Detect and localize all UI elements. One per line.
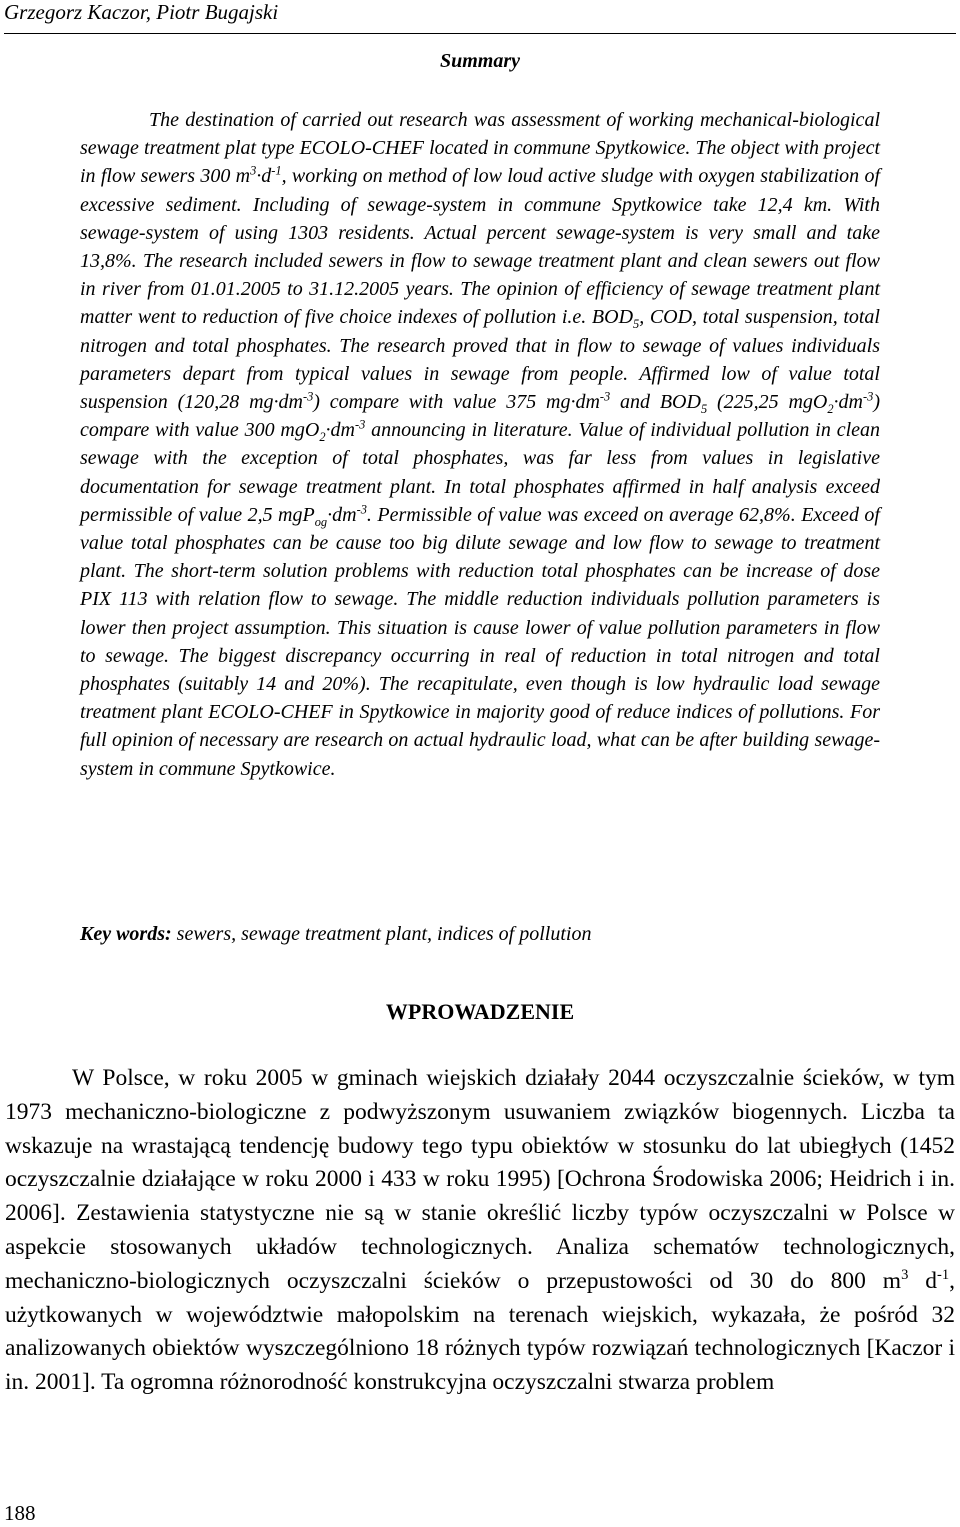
summary-text-9: ) compare with value 300 mgO <box>80 391 880 442</box>
summary-sub-4: 2 <box>319 430 326 445</box>
summary-sup-6: -3 <box>354 417 366 432</box>
summary-title: Summary <box>439 50 521 72</box>
summary-sup-7: -3 <box>356 502 367 517</box>
summary-text-2: ·d <box>256 165 272 188</box>
summary-sup-3: -3 <box>302 389 314 404</box>
header-authors: Grzegorz Kaczor, Piotr Bugajski <box>4 0 279 24</box>
intro-text-2: d <box>908 1267 937 1294</box>
summary-sup-2: -1 <box>271 163 282 178</box>
summary-sup-5: -3 <box>862 389 874 404</box>
summary-sub-3: 2 <box>827 402 834 417</box>
keywords-line <box>80 920 880 948</box>
summary-text-8: ·dm <box>833 391 863 414</box>
page-number: 188 <box>4 1501 36 1525</box>
summary-text-1: The destination of carried out research was assessment of working mechanical-biological sewage treatment plat type ECOLO-CHEF located in commune Spytkowice. The object with project in flow sewers 300 m <box>80 109 880 188</box>
summary-text-12: ·dm <box>327 503 357 526</box>
running-header <box>4 0 956 34</box>
intro-paragraph <box>5 1062 955 1400</box>
keywords-text: sewers, sewage treatment plant, indices of pollution <box>171 923 592 945</box>
summary-text-6: and BOD <box>610 391 701 414</box>
summary-sup-1: 3 <box>250 163 257 178</box>
keywords-label: Key words: <box>80 923 172 945</box>
summary-sub-1: 5 <box>633 317 640 332</box>
summary-text-10: ·dm <box>325 419 355 442</box>
summary-sup-4: -3 <box>599 389 611 404</box>
intro-text-1: W Polsce, w roku 2005 w gminach wiejskich działały 2044 oczyszczalnie ścieków, w tym 1973 mechaniczno-biologiczne z podwyższonym usuwaniem związków biogennych. Liczba ta wskazuje na wrastającą tendencję budowy tego typu obiektów w stosunku do lat ubiegłych (1452 oczyszczalnie działające w roku 2000 i 433 w roku 1995) [Ochrona Środowiska 2006; Heidrich i in. 2006]. Zestawienia statystyczne nie są w stanie określić liczby typów oczyszczalni w Polsce w aspekcie stosowanych układów technologicznych. Analiza schematów technologicznych, mechaniczno-biologicznych oczyszczalni ścieków o przepustowości od 30 do 800 m <box>5 1065 955 1294</box>
intro-text-3: , użytkowanych w województwie małopolskim na terenach wiejskich, wykazała, że pośród 32 analizowanych obiektów wyszczególniono 18 różnych typów rozwiązań technologicznych [Kaczor i in. 2001]. Ta ogromna różnorodność konstrukcyjna oczyszczalni stwarza problem <box>5 1267 956 1396</box>
summary-text-3: , working on method of low loud active sludge with oxygen stabilization of excessive sediment. Including of sewage-system in commune Spytkowice take 12,4 km. With sewage-system of using 1303 residents. Actual percent sewage-system is very small and take 13,8%. The research included sewers in flow to sewage treatment plant and clean sewers out flow in river from 01.01.2005 to 31.12.2005 years. The opinion of efficiency of sewage treatment plant matter went to reduction of five choice indexes of pollution i.e. BOD <box>80 165 881 329</box>
summary-paragraph <box>80 106 880 783</box>
section-heading: WPROWADZENIE <box>385 999 575 1024</box>
summary-text-11: announcing in literature. Value of individual pollution in clean sewage with the exception of total phosphates, was far less from values in legislative documentation for sewage treatment plant. In total phosphates affirmed in half analysis exceed permissible of value 2,5 mgP <box>80 419 881 526</box>
summary-text-5: ) compare with value 375 mg·dm <box>313 391 600 414</box>
summary-text-4: , COD, total suspension, total nitrogen and total phosphates. The research proved that in flow to sewage of values individuals parameters depart from typical values in sewage from people. Affirmed low of value total suspension (120,28 mg·dm <box>80 306 880 414</box>
summary-text-7: (225,25 mgO <box>707 391 828 414</box>
summary-text-13: . Permissible of value was exceed on average 62,8%. Exceed of value total phosphates can be cause too big dilute sewage and low flow to sewage to treatment plant. The short-term solution problems with reduction total phosphates can be increase of dose PIX 113 with relation flow to sewage. The middle reduction individuals pollution parameters is lower then project assumption. This situation is cause lower of value pollution parameters in flow to sewage. The biggest discrepancy occurring in real of reduction in total nitrogen and total phosphates (suitably 14 and 20%). The recapitulate, even though is low hydraulic load sewage treatment plant ECOLO-CHEF in Spytkowice in majority good of reduce indices of pollutions. For full opinion of necessary are research on actual hydraulic load, what can be after building sewage-system in commune Spytkowice. <box>80 503 880 780</box>
intro-sup-1: 3 <box>901 1266 909 1283</box>
summary-sub-2: 5 <box>700 402 708 417</box>
summary-sub-5: og <box>314 514 328 529</box>
intro-sup-2: -1 <box>937 1266 950 1283</box>
